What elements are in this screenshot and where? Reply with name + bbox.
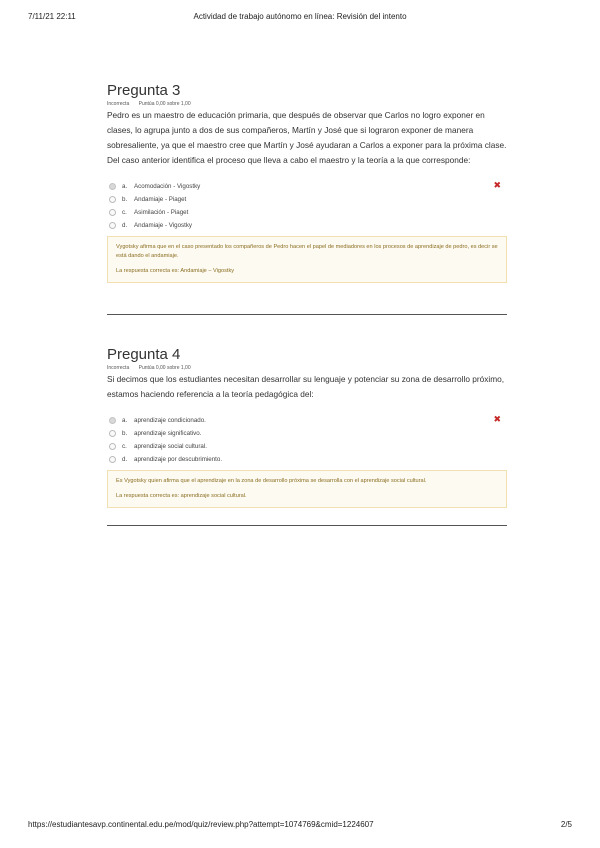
answer-option-c[interactable] (107, 206, 507, 219)
question-meta (107, 101, 507, 108)
incorrect-icon: ✖ (493, 180, 501, 190)
answer-options (107, 414, 507, 466)
option-text: aprendizaje condicionado. (134, 417, 206, 424)
question-title: Pregunta 4 (107, 346, 181, 363)
answer-option-a[interactable] (107, 414, 507, 427)
question-3 (107, 82, 507, 283)
radio-button[interactable] (109, 209, 116, 216)
option-letter: b. (122, 196, 128, 203)
correct-answer-text: La respuesta correcta es: Andamiaje – Vigostky (116, 268, 235, 274)
answer-options (107, 180, 507, 232)
question-status: Incorrecta (107, 101, 130, 107)
page-number: 2/5 (560, 820, 572, 829)
option-letter: d. (122, 456, 128, 463)
feedback-text: Es Vygotsky quien afirma que el aprendizaje en la zona de desarrollo próxima se desarrolla con el aprendizaje social cultural. (116, 478, 427, 484)
question-meta (107, 365, 507, 372)
correct-answer-text: La respuesta correcta es: aprendizaje social cultural. (116, 493, 247, 499)
option-letter: c. (122, 443, 127, 450)
option-letter: c. (122, 209, 127, 216)
feedback-box (107, 470, 507, 508)
radio-button[interactable] (109, 456, 116, 463)
print-page-title: Actividad de trabajo autónomo en línea: Revisión del intento (193, 12, 407, 21)
option-text: aprendizaje significativo. (134, 430, 202, 437)
print-date: 7/11/21 22:11 (28, 12, 76, 21)
question-divider (107, 525, 507, 526)
question-text: Pedro es un maestro de educación primaria, que después de observar que Carlos no logro exponer en clases, lo agrupa junto a dos de sus compañeros, Martín y José que si lograron exponer de manera sobresaliente, ya que el maestro cree que Martín y José ayudaran a Carlos a exponer para la próxima clase. Del caso anterior identifica el proceso que lleva a cabo el maestro y la teoría a la que corresponde: (107, 110, 507, 165)
answer-option-c[interactable] (107, 440, 507, 453)
option-text: Andamiaje - Vigostky (134, 222, 193, 229)
radio-button[interactable] (109, 183, 116, 190)
incorrect-icon: ✖ (493, 414, 501, 424)
radio-button[interactable] (109, 222, 116, 229)
feedback-box (107, 236, 507, 283)
question-status: Incorrecta (107, 365, 130, 371)
option-text: Acomodación - Vigostky (134, 183, 201, 190)
page-url: https://estudiantesavp.continental.edu.pe/mod/quiz/review.php?attempt=1074769&cmid=1224607 (28, 820, 374, 829)
option-letter: a. (122, 183, 128, 190)
feedback-text: Vygotsky afirma que en el caso presentado los compañeros de Pedro hacen el papel de mediadores en los procesos de aprendizaje de pedro, es decir se está dando el andamiaje. (116, 244, 498, 259)
answer-option-b[interactable] (107, 193, 507, 206)
question-text: Si decimos que los estudiantes necesitan desarrollar su lenguaje y potenciar su zona de desarrollo próximo, estamos haciendo referencia a la teoría pedagógica del: (107, 374, 505, 399)
radio-button[interactable] (109, 196, 116, 203)
print-footer (28, 820, 572, 832)
question-divider (107, 314, 507, 315)
answer-option-d[interactable] (107, 453, 507, 466)
answer-option-b[interactable] (107, 427, 507, 440)
question-4 (107, 346, 507, 508)
print-header (28, 12, 572, 24)
question-score: Puntúa 0,00 sobre 1,00 (138, 101, 191, 107)
radio-button[interactable] (109, 430, 116, 437)
radio-button[interactable] (109, 417, 116, 424)
option-text: aprendizaje social cultural. (134, 443, 207, 450)
radio-button[interactable] (109, 443, 116, 450)
option-letter: a. (122, 417, 128, 424)
question-title: Pregunta 3 (107, 82, 181, 99)
option-text: Andamiaje - Piaget (134, 196, 187, 203)
option-text: aprendizaje por descubrimiento. (134, 456, 223, 463)
answer-option-a[interactable] (107, 180, 507, 193)
option-letter: b. (122, 430, 128, 437)
question-score: Puntúa 0,00 sobre 1,00 (138, 365, 191, 371)
answer-option-d[interactable] (107, 219, 507, 232)
option-text: Asimilación - Piaget (134, 209, 189, 216)
option-letter: d. (122, 222, 128, 229)
